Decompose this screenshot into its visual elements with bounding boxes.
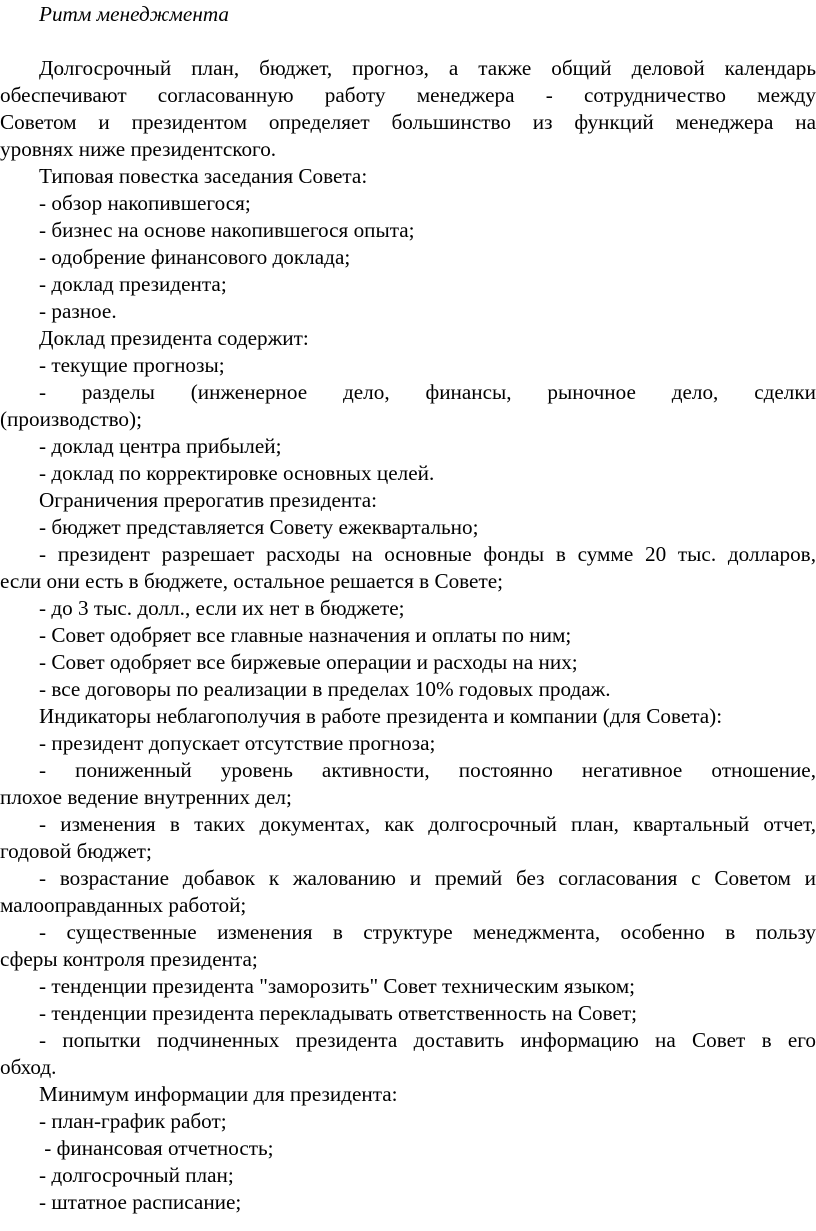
list-item: - тенденции президента перекладывать ответственность на Совет; [39,1001,637,1025]
section-heading: Типовая повестка заседания Совета: [39,164,368,188]
list-item: - президент допускает отсутствие прогноза; [39,731,436,755]
text-line: (производство); [0,407,142,431]
list-item: - тенденции президента "заморозить" Совет техническим языком; [39,974,636,998]
list-item: - изменения в таких документах, как долгосрочный план, квартальный отчет, [39,812,816,836]
list-item: - финансовая отчетность; [39,1136,274,1160]
list-item: - доклад центра прибылей; [39,434,282,458]
list-item: - одобрение финансового доклада; [39,245,351,269]
list-item: - бизнес на основе накопившегося опыта; [39,218,415,242]
list-item: - текущие прогнозы; [39,353,225,377]
section-heading: Индикаторы неблагополучия в работе президента и компании (для Совета): [39,704,723,728]
text-line: Советом и президентом определяет большинство из функций менеджера на [0,110,816,134]
section-heading: Ограничения прерогатив президента: [39,488,378,512]
text-line: обход. [0,1055,57,1079]
text-line: малооправданных работой; [0,893,247,917]
list-item: - пониженный уровень активности, постоянно негативное отношение, [39,758,816,782]
list-item: - долгосрочный план; [39,1163,234,1187]
list-item: - все договоры по реализации в пределах 10% годовых продаж. [39,677,611,701]
text-line: Долгосрочный план, бюджет, прогноз, а также общий деловой календарь [39,56,816,80]
list-item: - президент разрешает расходы на основные фонды в сумме 20 тыс. долларов, [39,542,816,566]
section-heading: Доклад президента содержит: [39,326,309,350]
text-line: годовой бюджет; [0,839,152,863]
list-item: - бюджет представляется Совету ежеквартально; [39,515,479,539]
list-item: - разделы (инженерное дело, финансы, рыночное дело, сделки [39,380,816,404]
list-item: - доклад по корректировке основных целей. [39,461,435,485]
text-line: плохое ведение внутренних дел; [0,785,292,809]
list-item: - обзор накопившегося; [39,191,251,215]
text-line: уровнях ниже президентского. [0,137,277,161]
document-title: Ритм менеджмента [39,2,229,26]
list-item: - Совет одобряет все главные назначения и оплаты по ним; [39,623,572,647]
list-item: - доклад президента; [39,272,227,296]
list-item: - штатное расписание; [39,1190,242,1214]
list-item: - разное. [39,299,117,323]
text-line: сферы контроля президента; [0,947,258,971]
list-item: - существенные изменения в структуре менеджмента, особенно в пользу [39,920,816,944]
list-item: - до 3 тыс. долл., если их нет в бюджете; [39,596,405,620]
section-heading: Минимум информации для президента: [39,1082,398,1106]
list-item: - попытки подчиненных президента доставить информацию на Совет в его [39,1028,816,1052]
text-line: обеспечивают согласованную работу менеджера - сотрудничество между [0,83,816,107]
text-line: если они есть в бюджете, остальное решается в Совете; [0,569,504,593]
list-item: - Совет одобряет все биржевые операции и расходы на них; [39,650,578,674]
list-item: - возрастание добавок к жалованию и премий без согласования с Советом и [39,866,816,890]
list-item: - план-график работ; [39,1109,227,1133]
